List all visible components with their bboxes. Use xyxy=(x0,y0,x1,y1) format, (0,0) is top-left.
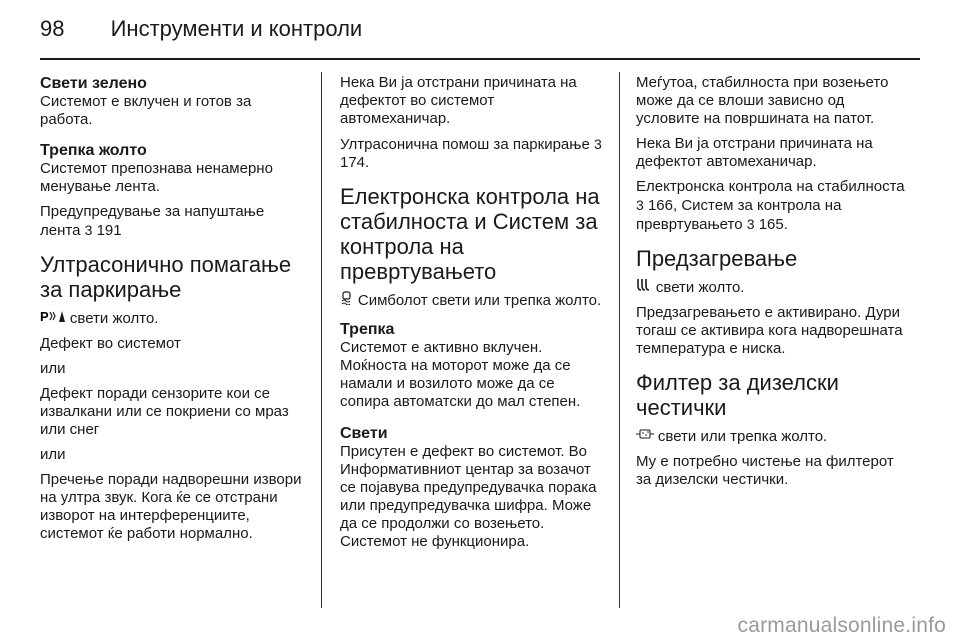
reference-page: 174. xyxy=(340,154,370,171)
paragraph: Дефект поради сензорите кои се извалкани или се покриени со мраз или снег xyxy=(40,385,289,438)
paragraph-or: или xyxy=(40,360,66,377)
reference-arrow-icon: 3 xyxy=(84,222,93,238)
parking-assist-icon xyxy=(40,310,70,326)
indicator-paragraph xyxy=(40,309,302,328)
column-3 xyxy=(636,74,906,496)
section-heading-preheating: Предзагревање xyxy=(636,246,798,271)
column-1 xyxy=(40,74,302,550)
indicator-text: свети жолто. xyxy=(655,279,745,296)
paragraph: Присутен е дефект во системот. Во Информативниот центар за возачот се појавува предупредувачка порака или предупредувачка шифра. Може да се продолжи со возењето. Системот не функционира. xyxy=(340,443,597,550)
reference-arrow-icon: 3 xyxy=(593,136,602,152)
cross-reference[interactable] xyxy=(636,178,906,234)
subheading-illuminated: Свети xyxy=(340,425,388,442)
paragraph: Предзагревањето е активирано. Дури тогаш се активира кога надворешната температура е ниска. xyxy=(636,304,903,357)
reference-text: Предупредување за напуштање лента xyxy=(40,203,265,239)
paragraph: Пречење поради надворешни извори на ултра звук. Кога ќе се отстрани изворот на интерференциите, системот ќе работи нормално. xyxy=(40,471,302,542)
indicator-paragraph xyxy=(636,278,906,297)
reference-arrow-icon: 3 xyxy=(636,197,644,213)
header-rule xyxy=(40,58,920,60)
indicator-paragraph xyxy=(340,291,602,310)
page-number: 98 xyxy=(40,16,65,41)
paragraph: Нека Ви ја отстрани причината на дефектот автомеханичар. xyxy=(636,135,873,170)
subheading-green: Свети зелено xyxy=(40,75,147,92)
section-heading-parking-assist: Ултрасонично помагање за паркирање xyxy=(40,252,292,302)
reference-page: 165. xyxy=(758,216,788,233)
esc-skid-icon xyxy=(340,292,358,308)
column-divider-1 xyxy=(321,72,322,608)
cross-reference[interactable] xyxy=(40,203,302,240)
cross-reference[interactable] xyxy=(340,135,602,172)
paragraph: Нека Ви ја отстрани причината на дефектот во системот автомеханичар. xyxy=(340,74,577,127)
paragraph: Дефект во системот xyxy=(40,335,181,352)
subheading-flashing: Трепка xyxy=(340,321,395,338)
indicator-paragraph xyxy=(636,427,906,446)
reference-text: Ултрасонична помош за паркирање xyxy=(340,136,590,153)
svg-text:P: P xyxy=(40,309,49,323)
paragraph-or: или xyxy=(40,446,66,463)
reference-page: 191 xyxy=(96,222,122,239)
paragraph: Меѓутоа, стабилноста при возењето може да се влоши зависно од условите на површината на патот. xyxy=(636,74,889,127)
reference-page: 166 xyxy=(647,197,673,214)
section-heading-esc: Електронска контрола на стабилноста и Систем за контрола на превртувањето xyxy=(340,184,600,284)
diesel-particle-filter-icon xyxy=(636,428,658,444)
reference-text: Електронска контрола на стабилноста xyxy=(636,178,905,195)
paragraph: Му е потребно чистење на филтерот за дизелски честички. xyxy=(636,453,894,488)
chapter-title: Инструменти и контроли xyxy=(110,16,363,41)
glow-plug-icon xyxy=(636,279,656,295)
reference-text: , Систем за контрола на превртувањето xyxy=(636,197,842,233)
indicator-text: свети жолто. xyxy=(69,310,159,327)
reference-arrow-icon: 3 xyxy=(746,216,755,232)
paragraph: Системот препознава ненамерно менување лента. xyxy=(40,160,273,195)
page-header xyxy=(40,14,362,44)
paragraph: Системот е активно вклучен. Моќноста на моторот може да се намали и возилото може да се сопира автоматски до мал степен. xyxy=(340,339,581,410)
subheading-flashing-yellow: Трепка жолто xyxy=(40,142,147,159)
column-2 xyxy=(340,74,602,558)
indicator-text: Симболот свети или трепка жолто. xyxy=(357,292,602,309)
paragraph: Системот е вклучен и готов за работа. xyxy=(40,93,252,128)
column-divider-2 xyxy=(619,72,620,608)
section-heading-diesel-filter: Филтер за дизелски честички xyxy=(636,370,839,420)
watermark: carmanualsonline.info xyxy=(737,614,946,637)
indicator-text: свети или трепка жолто. xyxy=(657,428,828,445)
